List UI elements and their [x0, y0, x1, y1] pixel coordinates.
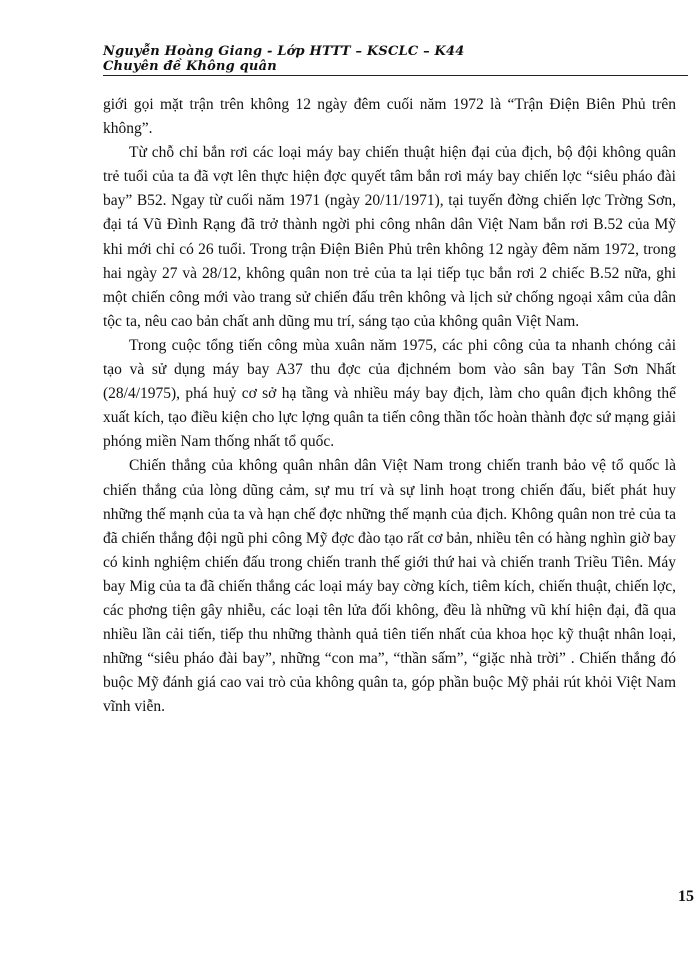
paragraph-b52: Từ chỗ chỉ bắn rơi các loại máy bay chiến thuật hiện đại của địch, bộ đội không quân trẻ tuổi của ta đã vợt lên thực hiện đợc quyết tâm bắn rơi máy bay chiến lợc “siêu pháo đài bay” B52. Ngay từ cuối năm 1971 (ngày 20/11/1971), tại tuyến đờng chiến lợc Trờng Sơn, đại tá Vũ Đình Rạng đã trở thành ngời phi công nhân dân Việt Nam bắn rơi B.52 của Mỹ khi mới chỉ có 26 tuổi. Trong trận Điện Biên Phủ trên không 12 ngày đêm năm 1972, trong hai ngày 27 và 28/12, không quân non trẻ của ta lại tiếp tục bắn rơi 2 chiếc B.52 nữa, ghi một chiến công mới vào trang sử chiến đấu trên không và lịch sử chống ngoại xâm của dân tộc ta, nêu cao bản chất anh dũng mu trí, sáng tạo của không quân Việt Nam.	[103, 144, 676, 330]
page-number: 15	[678, 888, 694, 905]
page-header	[103, 44, 688, 74]
header-divider	[103, 75, 688, 76]
paragraph-continuation: giới gọi mặt trận trên không 12 ngày đêm cuối năm 1972 là “Trận Điện Biên Phủ trên không”.	[103, 96, 676, 138]
document-body	[103, 93, 676, 719]
paragraph-1975-offensive: Trong cuộc tổng tiến công mùa xuân năm 1975, các phi công của ta nhanh chóng cải tạo và sử dụng máy bay A37 thu đợc của địchném bom vào sân bay Tân Sơn Nhất (28/4/1975), phá huỷ cơ sở hạ tầng và nhiều máy bay địch, làm cho quân địch không thể xuất kích, tạo điều kiện cho lực lợng quân ta tiến công thần tốc hoàn thành đợc sứ mạng giải phóng miền Nam thống nhất tổ quốc.	[103, 336, 676, 451]
paragraph-victory-summary: Chiến thắng của không quân nhân dân Việt Nam trong chiến tranh bảo vệ tổ quốc là chiến thắng của lòng dũng cảm, sự mu trí và sự linh hoạt trong chiến đấu, biết phát huy những thế mạnh của ta và hạn chế đợc những thế mạnh của địch. Không quân non trẻ của ta đã chiến thắng đội ngũ phi công Mỹ đợc đào tạo rất cơ bản, nhiều tên có hàng nghìn giờ bay có kinh nghiệm chiến đấu trong chiến tranh thế giới thứ hai và chiến tranh Triều Tiên. Máy bay Mig của ta đã chiến thắng các loại máy bay cờng kích, tiêm kích, chiến thuật, chiến lợc, các phơng tiện gây nhiễu, các loại tên lửa đối không, đều là những vũ khí hiện đại, đã qua nhiều lần cải tiến, tiếp thu những thành quả tiên tiến nhất của khoa học kỹ thuật nhân loại, những “siêu pháo đài bay”, những “con ma”, “thần sấm”, “giặc nhà trời” . Chiến thắng đó buộc Mỹ đánh giá cao vai trò của không quân ta, góp phần buộc Mỹ phải rút khỏi Việt Nam vĩnh viễn.	[103, 457, 676, 716]
header-author-line: Nguyễn Hoàng Giang - Lớp HTTT – KSCLC – K44	[103, 44, 465, 59]
header-topic-line: Chuyên đề Không quân	[103, 59, 277, 74]
